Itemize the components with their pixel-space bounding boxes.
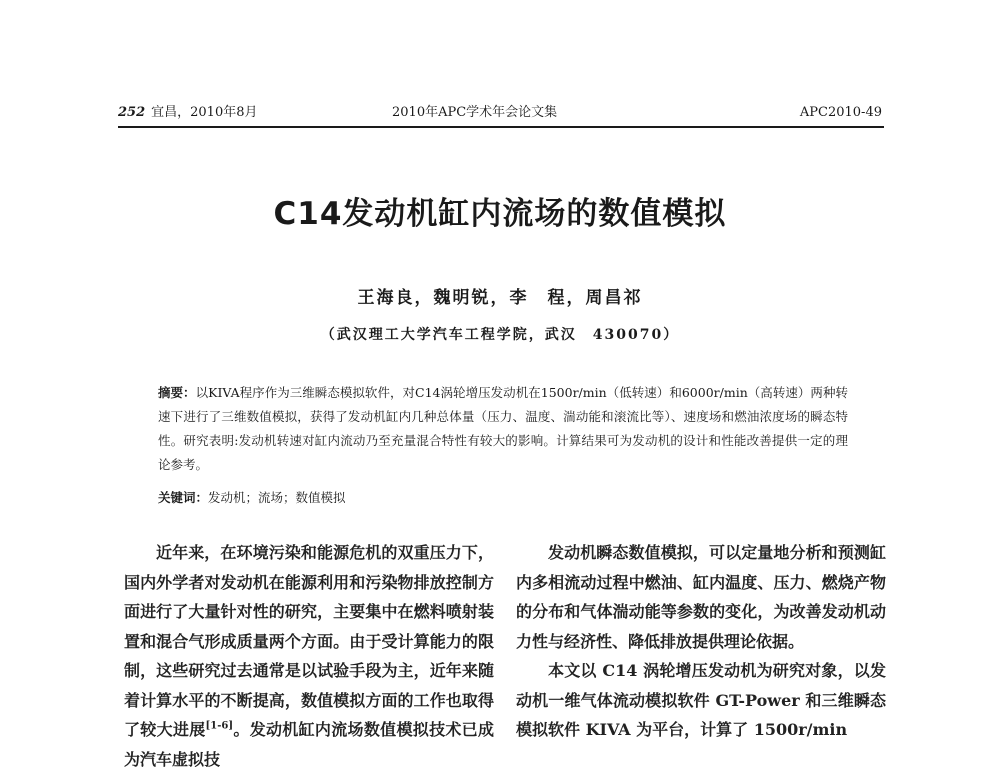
paragraph-text: 近年来，在环境污染和能源危机的双重压力下，国内外学者对发动机在能源利用和污染物排放控制方面进行了大量针对性的研究，主要集中在燃料喷射装置和混合气形成质量两个方面。由于受计算能力的限制，这些研究过去通常是以试验手段为主，近年来随着计算水平的不断提高，数值模拟方面的工作也取得了较大进展 — [124, 543, 494, 739]
author-list: 王海良，魏明锐，李 程，周昌祁 — [357, 288, 643, 308]
body-paragraph: 发动机瞬态数值模拟，可以定量地分析和预测缸内多相流动过程中燃油、缸内温度、压力、燃烧产物的分布和气体湍动能等参数的变化，为改善发动机动力性与经济性、降低排放提供理论依据。 — [516, 543, 886, 651]
author-affiliation: （武汉理工大学汽车工程学院，武汉 430070） — [320, 327, 680, 343]
paragraph-text: 。发动机缸内流场数值模拟技术已成为汽车虚拟技 — [124, 720, 494, 769]
keywords-label: 关键词： — [158, 490, 209, 505]
header-left — [118, 103, 258, 123]
paper-title: C14发动机缸内流场的数值模拟 — [273, 196, 727, 232]
running-header — [118, 103, 882, 123]
header-divider — [118, 126, 884, 128]
citation-reference: [1-6] — [205, 720, 234, 732]
body-right-column — [516, 538, 886, 745]
proceedings-title: 2010年APC学术年会论文集 — [392, 105, 558, 120]
body-left-column — [124, 538, 494, 774]
body-paragraph — [124, 538, 494, 774]
paper-id: APC2010-49 — [799, 105, 882, 120]
abstract — [158, 381, 848, 477]
abstract-text: 以KIVA程序作为三维瞬态模拟软件，对C14涡轮增压发动机在1500r/min（低转速）和6000r/min（高转速）两种转速下进行了三维数值模拟，获得了发动机缸内几种总体量（压力、温度、湍动能和滚流比等）、速度场和燃油浓度场的瞬态特性。研究表明:发动机转速对缸内流动乃至充量混合特性有较大的影响。计算结果可为发动机的设计和性能改善提供一定的理论参考。 — [158, 385, 848, 472]
abstract-label: 摘要： — [158, 385, 196, 400]
conference-location-date: 宜昌，2010年8月 — [151, 105, 258, 120]
keywords-text: 发动机；流场；数值模拟 — [208, 490, 346, 505]
keywords — [158, 486, 848, 510]
page-number: 252 — [118, 105, 146, 120]
body-paragraph: 本文以 C14 涡轮增压发动机为研究对象，以发动机一维气体流动模拟软件 GT-Power 和三维瞬态模拟软件 KIVA 为平台，计算了 1500r/min — [516, 661, 886, 739]
